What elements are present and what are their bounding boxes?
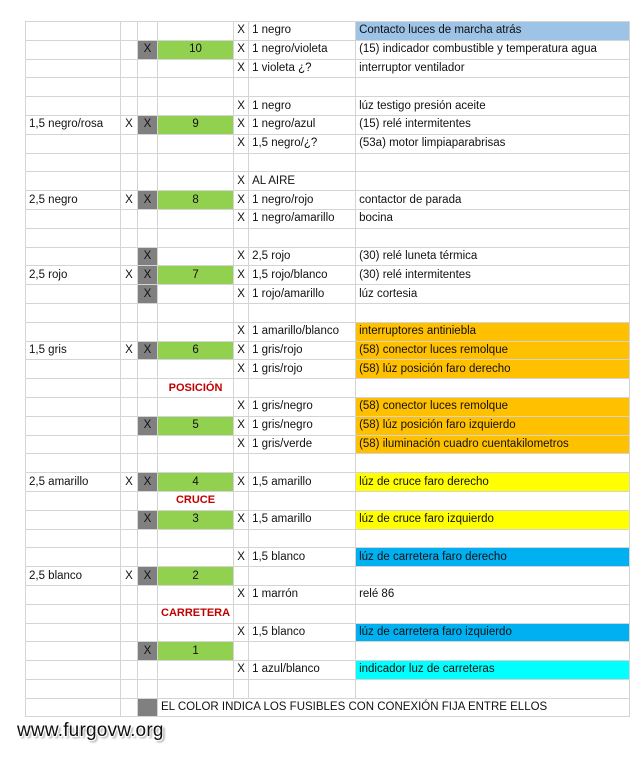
cable-cell [26,209,121,228]
fuse-number: 1 [158,642,234,661]
fuse-number: 2 [158,567,234,586]
table-row [26,78,630,97]
function-cell: indicador luz de carreteras [356,661,630,680]
cable-cell [26,285,121,304]
cable-cell [26,322,121,341]
table-row [26,661,630,680]
function-cell: contactor de parada [356,191,630,210]
function-cell: Contacto luces de marcha atrás [356,22,630,41]
wire-cell: 1 violeta ¿? [249,59,356,78]
mark-cell [121,491,138,510]
mark-cell: X [234,397,249,416]
mark-cell: X [234,623,249,642]
table-row [26,360,630,379]
wire-cell [249,604,356,623]
mark-cell: X [234,473,249,492]
table-row [26,40,630,59]
wire-cell: 1 gris/rojo [249,341,356,360]
mark-cell [121,153,138,172]
cable-cell [26,623,121,642]
table-row [26,285,630,304]
function-cell [356,153,630,172]
cable-cell [26,78,121,97]
function-cell: lúz de carretera faro derecho [356,548,630,567]
fixed-link-cell [138,585,158,604]
fixed-link-cell [138,604,158,623]
mark-cell [121,40,138,59]
cable-cell: 2,5 blanco [26,567,121,586]
fixed-link-cell [138,172,158,191]
mark-cell: X [234,341,249,360]
wire-cell [249,153,356,172]
mark-cell: X [121,341,138,360]
empty-cell [158,623,234,642]
table-row [26,303,630,322]
wire-cell [249,454,356,473]
cable-cell [26,454,121,473]
empty-cell [158,661,234,680]
fixed-link-cell [138,698,158,717]
mark-cell: X [121,115,138,134]
mark-cell [121,209,138,228]
table-row [26,22,630,41]
mark-cell: X [121,473,138,492]
fixed-link-cell [138,360,158,379]
fixed-link-cell [138,209,158,228]
mark-cell [121,698,138,717]
mark-cell [234,153,249,172]
table-row [26,228,630,247]
fixed-link-cell: X [138,510,158,529]
wire-cell: 1,5 blanco [249,623,356,642]
mark-cell: X [121,191,138,210]
cable-cell [26,435,121,454]
mark-cell: X [234,416,249,435]
empty-cell [158,247,234,266]
function-cell [356,642,630,661]
empty-cell [158,585,234,604]
wire-cell: 1 gris/rojo [249,360,356,379]
table-row [26,567,630,586]
function-cell: (58) lúz posición faro izquierdo [356,416,630,435]
function-cell: (58) conector luces remolque [356,397,630,416]
empty-cell [158,209,234,228]
mark-cell [121,97,138,116]
fixed-link-cell [138,529,158,548]
table-row [26,491,630,510]
cable-cell: 1,5 negro/rosa [26,115,121,134]
empty-cell [158,454,234,473]
function-cell [356,491,630,510]
mark-cell [121,22,138,41]
group-label: CRUCE [158,491,234,510]
cable-cell [26,153,121,172]
fixed-link-cell [138,679,158,698]
group-label: POSICIÓN [158,379,234,398]
fuse-number: 10 [158,40,234,59]
mark-cell: X [234,360,249,379]
fixed-link-cell: X [138,642,158,661]
mark-cell: X [234,585,249,604]
cable-cell [26,529,121,548]
mark-cell: X [234,661,249,680]
mark-cell [121,134,138,153]
cable-cell [26,59,121,78]
legend-note: EL COLOR INDICA LOS FUSIBLES CON CONEXIÓN FIJA ENTRE ELLOS [158,698,630,717]
mark-cell [121,529,138,548]
wire-cell: 1 negro/amarillo [249,209,356,228]
cable-cell [26,172,121,191]
cable-cell [26,397,121,416]
mark-cell [234,642,249,661]
mark-cell [121,322,138,341]
table-row [26,153,630,172]
cable-cell: 1,5 gris [26,341,121,360]
fixed-link-cell: X [138,341,158,360]
cable-cell [26,22,121,41]
mark-cell [121,661,138,680]
table-row [26,585,630,604]
mark-cell: X [234,59,249,78]
cable-cell [26,360,121,379]
function-cell: bocina [356,209,630,228]
wire-cell [249,567,356,586]
table-row [26,435,630,454]
table-row [26,529,630,548]
mark-cell [234,679,249,698]
cable-cell: 2,5 negro [26,191,121,210]
empty-cell [158,285,234,304]
wire-cell: 1 negro/rojo [249,191,356,210]
mark-cell [234,454,249,473]
table-row [26,59,630,78]
mark-cell: X [234,548,249,567]
mark-cell [121,435,138,454]
function-cell [356,303,630,322]
fuse-number: 4 [158,473,234,492]
fuse-number: 7 [158,266,234,285]
fixed-link-cell [138,303,158,322]
function-cell: (53a) motor limpiaparabrisas [356,134,630,153]
wire-cell: 1 azul/blanco [249,661,356,680]
fuse-number: 8 [158,191,234,210]
mark-cell: X [234,510,249,529]
wire-cell: 1 marrón [249,585,356,604]
mark-cell: X [234,97,249,116]
table-row [26,698,630,717]
table-row [26,209,630,228]
wire-cell [249,529,356,548]
function-cell: (30) relé intermitentes [356,266,630,285]
empty-cell [158,153,234,172]
mark-cell [234,529,249,548]
cable-cell [26,661,121,680]
fixed-link-cell [138,97,158,116]
table-row [26,247,630,266]
table-row [26,115,630,134]
fixed-link-cell [138,491,158,510]
function-cell [356,604,630,623]
function-cell [356,172,630,191]
fixed-link-cell [138,134,158,153]
function-cell [356,379,630,398]
function-cell: interruptor ventilador [356,59,630,78]
wire-cell [249,303,356,322]
mark-cell [121,379,138,398]
function-cell [356,454,630,473]
fixed-link-cell: X [138,567,158,586]
cable-cell [26,642,121,661]
mark-cell [234,604,249,623]
table-row [26,134,630,153]
cable-cell [26,303,121,322]
function-cell: lúz de cruce faro izquierdo [356,510,630,529]
mark-cell [121,285,138,304]
mark-cell: X [234,40,249,59]
cable-cell: 2,5 amarillo [26,473,121,492]
mark-cell [121,397,138,416]
function-cell [356,529,630,548]
cable-cell [26,585,121,604]
wire-cell: 1,5 amarillo [249,473,356,492]
table-row [26,548,630,567]
function-cell: lúz de carretera faro izquierdo [356,623,630,642]
mark-cell [121,303,138,322]
empty-cell [158,78,234,97]
mark-cell [234,491,249,510]
empty-cell [158,59,234,78]
wire-cell: 1,5 amarillo [249,510,356,529]
wire-cell: AL AIRE [249,172,356,191]
function-cell: lúz de cruce faro derecho [356,473,630,492]
mark-cell: X [234,285,249,304]
table-row [26,397,630,416]
fuse-number: 9 [158,115,234,134]
mark-cell [121,416,138,435]
empty-cell [158,228,234,247]
mark-cell: X [121,266,138,285]
wire-cell: 1,5 rojo/blanco [249,266,356,285]
function-cell: lúz cortesia [356,285,630,304]
empty-cell [158,529,234,548]
fixed-link-cell [138,78,158,97]
fixed-link-cell: X [138,473,158,492]
cable-cell [26,379,121,398]
table-row [26,510,630,529]
mark-cell [121,78,138,97]
table-row [26,266,630,285]
empty-cell [158,548,234,567]
wire-cell [249,78,356,97]
function-cell: lúz testigo presión aceite [356,97,630,116]
function-cell: (15) relé intermitentes [356,115,630,134]
function-cell: interruptores antiniebla [356,322,630,341]
mark-cell: X [234,191,249,210]
empty-cell [158,679,234,698]
mark-cell [234,228,249,247]
empty-cell [158,134,234,153]
fixed-link-cell: X [138,266,158,285]
mark-cell [121,59,138,78]
mark-cell: X [234,435,249,454]
wire-cell [249,491,356,510]
table-row [26,604,630,623]
mark-cell: X [234,266,249,285]
cable-cell [26,698,121,717]
function-cell: (58) iluminación cuadro cuentakilometros [356,435,630,454]
group-label: CARRETERA [158,604,234,623]
fixed-link-cell: X [138,40,158,59]
mark-cell [234,567,249,586]
function-cell: (58) lúz posición faro derecho [356,360,630,379]
mark-cell: X [234,115,249,134]
mark-cell [121,585,138,604]
function-cell [356,679,630,698]
fixed-link-cell: X [138,115,158,134]
cable-cell [26,97,121,116]
fixed-link-cell [138,623,158,642]
fixed-link-cell: X [138,247,158,266]
fixed-link-cell [138,435,158,454]
fuse-number: 6 [158,341,234,360]
wire-cell [249,642,356,661]
wire-cell: 1 gris/negro [249,397,356,416]
empty-cell [158,172,234,191]
fixed-link-cell [138,322,158,341]
mark-cell: X [234,134,249,153]
cable-cell [26,40,121,59]
table-row [26,623,630,642]
wire-cell [249,679,356,698]
fixed-link-cell [138,379,158,398]
mark-cell: X [234,22,249,41]
empty-cell [158,322,234,341]
fixed-link-cell [138,397,158,416]
cable-cell [26,679,121,698]
empty-cell [158,360,234,379]
wire-cell: 1 amarillo/blanco [249,322,356,341]
mark-cell [121,247,138,266]
mark-cell [121,454,138,473]
wire-cell: 1 rojo/amarillo [249,285,356,304]
cable-cell [26,416,121,435]
fuse-table-body [26,22,630,717]
mark-cell: X [234,247,249,266]
wire-cell: 1 gris/negro [249,416,356,435]
mark-cell: X [234,209,249,228]
fixed-link-cell: X [138,416,158,435]
empty-cell [158,435,234,454]
function-cell: (30) relé luneta térmica [356,247,630,266]
empty-cell [158,97,234,116]
fixed-link-cell [138,153,158,172]
wire-cell: 1 gris/verde [249,435,356,454]
fixed-link-cell [138,454,158,473]
mark-cell [121,623,138,642]
table-row [26,379,630,398]
fuse-number: 3 [158,510,234,529]
cable-cell [26,491,121,510]
table-row [26,416,630,435]
mark-cell [121,679,138,698]
fuse-table [25,21,630,717]
wire-cell: 2,5 rojo [249,247,356,266]
cable-cell [26,134,121,153]
wire-cell [249,379,356,398]
wire-cell: 1 negro/azul [249,115,356,134]
mark-cell: X [121,567,138,586]
mark-cell [121,228,138,247]
mark-cell [121,172,138,191]
mark-cell [234,78,249,97]
empty-cell [158,303,234,322]
fuse-number: 5 [158,416,234,435]
table-row [26,322,630,341]
fixed-link-cell [138,228,158,247]
fixed-link-cell [138,548,158,567]
fixed-link-cell [138,22,158,41]
table-row [26,679,630,698]
table-row [26,97,630,116]
wire-cell: 1 negro/violeta [249,40,356,59]
table-row [26,172,630,191]
table-row [26,341,630,360]
empty-cell [158,397,234,416]
mark-cell [121,510,138,529]
function-cell: (58) conector luces remolque [356,341,630,360]
function-cell [356,78,630,97]
mark-cell [121,642,138,661]
watermark-text: www.furgovw.org [17,720,164,741]
table-row [26,473,630,492]
cable-cell [26,510,121,529]
wire-cell [249,228,356,247]
fixed-link-cell [138,59,158,78]
function-cell: relé 86 [356,585,630,604]
cable-cell: 2,5 rojo [26,266,121,285]
mark-cell [121,604,138,623]
mark-cell [121,360,138,379]
wire-cell: 1 negro [249,22,356,41]
cable-cell [26,604,121,623]
empty-cell [158,22,234,41]
function-cell [356,228,630,247]
table-row [26,454,630,473]
mark-cell: X [234,172,249,191]
fixed-link-cell: X [138,285,158,304]
wire-cell: 1,5 negro/¿? [249,134,356,153]
mark-cell [234,303,249,322]
function-cell: (15) indicador combustible y temperatura agua [356,40,630,59]
function-cell [356,567,630,586]
table-row [26,642,630,661]
cable-cell [26,548,121,567]
wire-cell: 1 negro [249,97,356,116]
fixed-link-cell [138,661,158,680]
mark-cell [121,548,138,567]
wire-cell: 1,5 blanco [249,548,356,567]
table-row [26,191,630,210]
fixed-link-cell: X [138,191,158,210]
cable-cell [26,228,121,247]
mark-cell: X [234,322,249,341]
mark-cell [234,379,249,398]
cable-cell [26,247,121,266]
